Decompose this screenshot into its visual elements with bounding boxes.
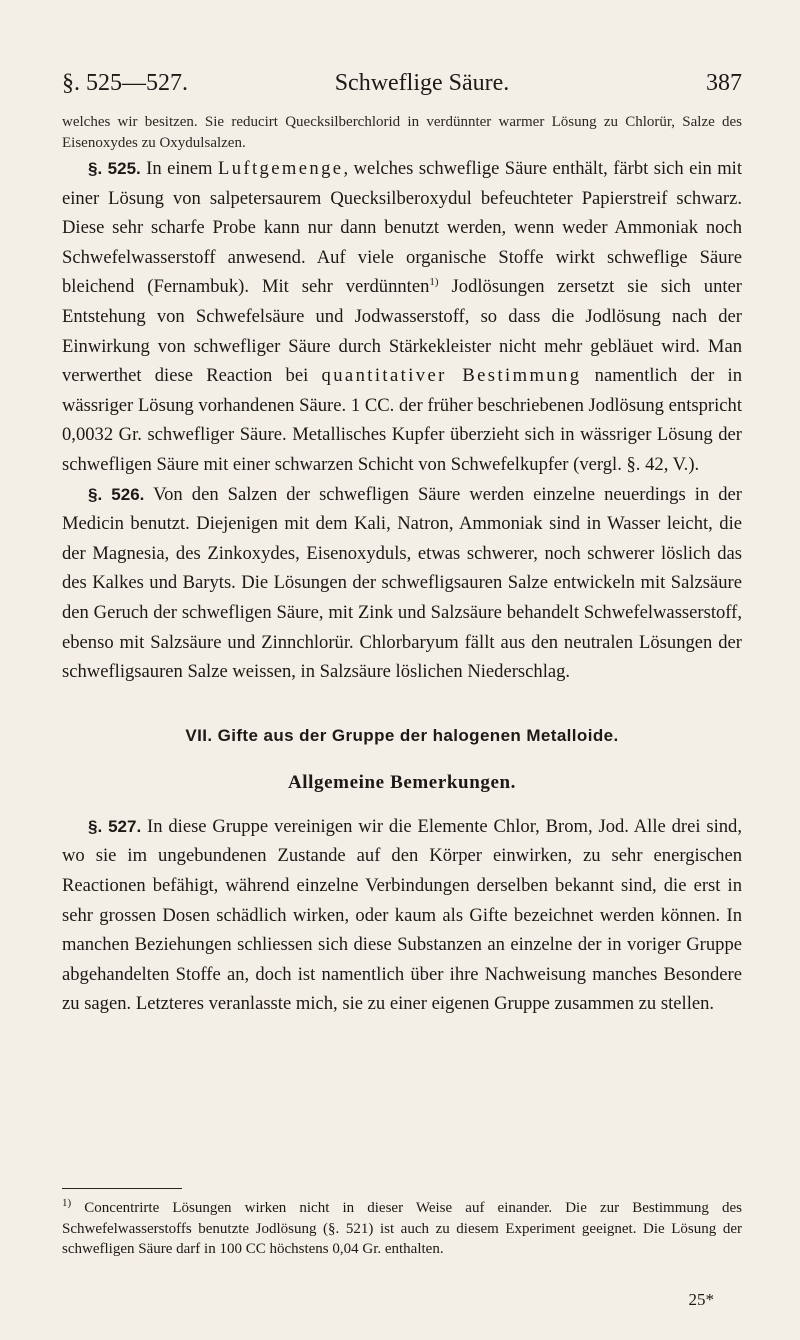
p526-text: Von den Salzen der schwefligen Säure werden einzelne neuerdings in der Medicin benutzt. Diejenigen mit dem Kali, Natron, Ammoniak sind in Wasser leicht, die der Magnesia, des Zinkoxydes, Eisenoxyduls, etwas schwerer, noch schwerer löslich das des Kalkes und Baryts. Die Lösungen der schwefligsauren Salze entwickeln mit Salzsäure den Geruch der schwefligen Säure, mit Zink und Salzsäure behandelt Schwefelwasserstoff, ebenso mit Salzsäure und Zinnchlorür. Chlorbaryum fällt aus den neutralen Lösungen der schwefligsauren Salze weissen, in Salzsäure löslichen Niederschlag.: [62, 483, 742, 683]
footnote-marker: 1): [429, 276, 439, 289]
paragraph-526: [62, 480, 742, 687]
p525-text-1: In einem: [140, 158, 218, 179]
footnote-text: Concentrirte Lösungen wirken nicht in dieser Weise auf einander. Die zur Bestimmung des Schwefelwasserstoffs benutzte Jodlösung (§. 521) ist auch zu diesem Experiment geeignet. Die Lösung der schwefligen Säure darf in 100 CC höchstens 0,04 Gr. enthalten.: [62, 1200, 742, 1257]
continuation-paragraph: welches wir besitzen. Sie reducirt Quecksilberchlorid in verdünnter warmer Lösung zu Chlorür, Salze des Eisenoxydes zu Oxydulsalzen.: [62, 114, 742, 151]
p527-text: In diese Gruppe vereinigen wir die Elemente Chlor, Brom, Jod. Alle drei sind, wo sie im ungebundenen Zustande auf den Körper einwirken, zu sehr energischen Reactionen befähigt, während einzelne Verbindungen derselben bekannt sind, die erst in sehr grossen Dosen schädlich wirken, oder kaum als Gifte bezeichnet werden können. In manchen Beziehungen schliessen sich diese Substanzen an einzelne der in voriger Gruppe abgehandelten Stoffe an, doch ist namentlich über ihre Nachweisung manches Besondere zu sagen. Letzteres veranlasste mich, sie zu einer eigenen Gruppe zusammen zu stellen.: [62, 815, 742, 1015]
paragraph-527: [62, 812, 742, 1019]
footnote-mark: 1): [62, 1197, 72, 1209]
page-number: 387: [706, 70, 742, 96]
p525-text-2: , welches schweflige Säure enthält, färbt sich ein mit einer Lösung von salpetersaurem Quecksilberoxydul befeuchteter Papierstreif schwarz. Diese sehr scharfe Probe kann nur dann benutzt werden, wenn weder Ammoniak noch Schwefelwasserstoff anwesend. Auf viele organische Stoffe wirkt schweflige Säure bleichend (Fernambuk). Mit sehr verdünnten: [62, 158, 742, 298]
section-number-525: §. 525.: [88, 159, 141, 178]
header-title: Schweflige Säure.: [334, 70, 510, 96]
page-body: [62, 112, 742, 1019]
p525-text-4: namentlich der in wässriger Lösung vorhandenen Säure. 1 CC. der früher beschriebenen Jodlösung entspricht 0,0032 Gr. schwefliger Säure. Metallisches Kupfer überzieht sich in wässriger Lösung der schwefligen Säure mit einer schwarzen Schicht von Schwefelkupfer (vergl. §. 42, V.).: [62, 365, 742, 475]
p525-emphasis-1: Luftgemenge: [217, 158, 344, 179]
footnote-divider: [62, 1188, 182, 1189]
header-section-range: §. 525—527.: [62, 70, 188, 96]
page-header: [62, 70, 742, 106]
footnote: [62, 1198, 742, 1260]
subheading: Allgemeine Bemerkungen.: [287, 772, 517, 794]
section-number-527: §. 527.: [88, 816, 142, 836]
section-number-526: §. 526.: [88, 484, 145, 504]
section-heading-vii: VII. Gifte aus der Gruppe der halogenen Metalloide.: [185, 725, 619, 745]
p525-emphasis-2: quantitativer Bestimmung: [321, 365, 582, 387]
p525-text-3: Jodlösungen zersetzt sie sich unter Entstehung von Schwefelsäure und Jodwasserstoff, so dass die Jodlösung nach der Einwirkung von schwefliger Säure durch Stärkekleister nicht mehr gebläuet wird. Man verwerthet diese Reaction bei: [62, 276, 742, 387]
paragraph-525: [62, 154, 742, 480]
printer-signature: 25*: [688, 1290, 714, 1309]
